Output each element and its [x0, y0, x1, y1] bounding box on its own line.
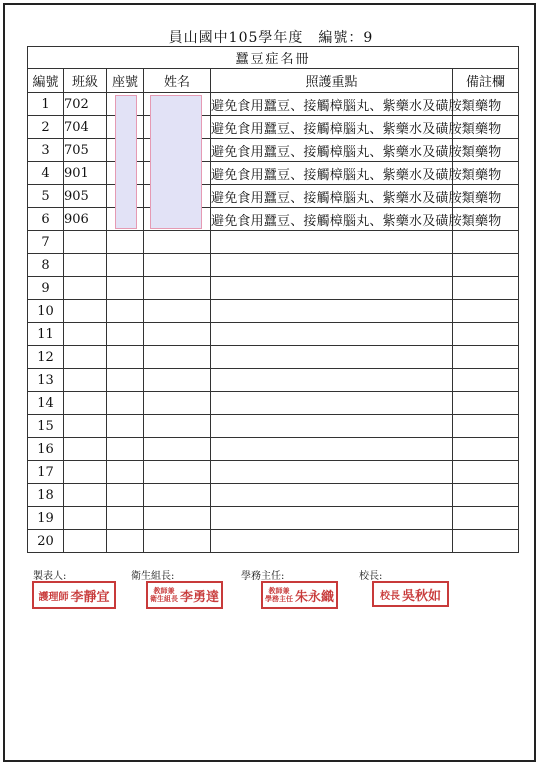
row-class [64, 300, 107, 323]
row-seat [107, 369, 144, 392]
row-name [144, 116, 211, 139]
row-care: 避免食用蠶豆、接觸樟腦丸、紫藥水及磺胺類藥物 [211, 185, 453, 208]
table-row [28, 415, 519, 438]
row-seat [107, 392, 144, 415]
row-seat [107, 185, 144, 208]
row-note [453, 530, 519, 553]
row-number: 11 [28, 323, 64, 346]
row-number: 12 [28, 346, 64, 369]
table-row [28, 438, 519, 461]
row-name [144, 93, 211, 116]
row-class [64, 277, 107, 300]
row-number: 10 [28, 300, 64, 323]
row-class: 906 [64, 208, 107, 231]
row-name [144, 162, 211, 185]
table-row [28, 323, 519, 346]
row-name [144, 415, 211, 438]
row-class [64, 415, 107, 438]
row-care: 避免食用蠶豆、接觸樟腦丸、紫藥水及磺胺類藥物 [211, 116, 453, 139]
table-body [28, 93, 519, 553]
row-name [144, 323, 211, 346]
row-seat [107, 231, 144, 254]
row-number: 5 [28, 185, 64, 208]
table-title-row [28, 47, 519, 69]
table-row [28, 208, 519, 231]
col-header-seat: 座號 [107, 69, 144, 93]
row-number: 15 [28, 415, 64, 438]
row-note [453, 346, 519, 369]
health-head-stamp-title-2: 衛生組長 [149, 594, 178, 603]
row-seat [107, 139, 144, 162]
row-note [453, 507, 519, 530]
row-note [453, 277, 519, 300]
row-name [144, 300, 211, 323]
row-name [144, 507, 211, 530]
academic-director-label: 學務主任: [241, 571, 285, 582]
table-row [28, 116, 519, 139]
row-name [144, 277, 211, 300]
row-number: 4 [28, 162, 64, 185]
row-name [144, 231, 211, 254]
table-row [28, 461, 519, 484]
table-row [28, 346, 519, 369]
row-care [211, 323, 453, 346]
row-seat [107, 254, 144, 277]
row-number: 19 [28, 507, 64, 530]
row-care [211, 300, 453, 323]
row-class: 905 [64, 185, 107, 208]
row-name [144, 438, 211, 461]
row-seat [107, 461, 144, 484]
row-number: 3 [28, 139, 64, 162]
row-class [64, 254, 107, 277]
roster-table [27, 46, 519, 553]
row-class [64, 323, 107, 346]
table-row [28, 507, 519, 530]
row-seat [107, 277, 144, 300]
header-row [28, 69, 519, 93]
row-note [453, 231, 519, 254]
academic-director-stamp-name: 朱永織 [294, 589, 334, 605]
principal-stamp [372, 581, 449, 607]
row-name [144, 139, 211, 162]
row-number: 9 [28, 277, 64, 300]
col-header-note: 備註欄 [453, 69, 519, 93]
col-header-class: 班級 [64, 69, 107, 93]
table-row [28, 185, 519, 208]
row-seat [107, 300, 144, 323]
row-note [453, 415, 519, 438]
col-header-no: 編號 [28, 69, 64, 93]
table-row [28, 392, 519, 415]
row-note [453, 461, 519, 484]
row-seat [107, 415, 144, 438]
row-number: 7 [28, 231, 64, 254]
row-number: 13 [28, 369, 64, 392]
row-number: 18 [28, 484, 64, 507]
preparer-stamp-title: 護理師 [38, 591, 69, 603]
table-row [28, 254, 519, 277]
academic-director-stamp-title-1: 教師兼 [268, 586, 290, 595]
row-care: 避免食用蠶豆、接觸樟腦丸、紫藥水及磺胺類藥物 [211, 139, 453, 162]
row-note [453, 369, 519, 392]
col-header-name: 姓名 [144, 69, 211, 93]
row-care [211, 392, 453, 415]
row-care [211, 277, 453, 300]
row-number: 17 [28, 461, 64, 484]
row-care [211, 231, 453, 254]
row-note [453, 484, 519, 507]
row-care: 避免食用蠶豆、接觸樟腦丸、紫藥水及磺胺類藥物 [211, 162, 453, 185]
table-row [28, 93, 519, 116]
academic-director-stamp-title-2: 學務主任 [264, 594, 293, 603]
table-row [28, 369, 519, 392]
row-seat [107, 530, 144, 553]
table-row [28, 231, 519, 254]
row-seat [107, 116, 144, 139]
row-name [144, 185, 211, 208]
row-class: 702 [64, 93, 107, 116]
row-class [64, 530, 107, 553]
row-note [453, 438, 519, 461]
row-number: 14 [28, 392, 64, 415]
health-head-stamp-title-1: 教師兼 [153, 586, 175, 595]
row-care [211, 461, 453, 484]
row-name [144, 484, 211, 507]
row-number: 1 [28, 93, 64, 116]
health-head-label: 衛生組長: [131, 571, 175, 582]
row-seat [107, 438, 144, 461]
table-title: 蠶豆症名冊 [28, 47, 519, 69]
row-number: 6 [28, 208, 64, 231]
row-number: 8 [28, 254, 64, 277]
preparer-stamp [32, 581, 116, 609]
principal-label: 校長: [359, 571, 383, 582]
row-name [144, 392, 211, 415]
row-name [144, 254, 211, 277]
row-number: 20 [28, 530, 64, 553]
row-class: 901 [64, 162, 107, 185]
row-care: 避免食用蠶豆、接觸樟腦丸、紫藥水及磺胺類藥物 [211, 93, 453, 116]
health-head-stamp-name: 李勇達 [179, 589, 219, 605]
row-care [211, 484, 453, 507]
row-care: 避免食用蠶豆、接觸樟腦丸、紫藥水及磺胺類藥物 [211, 208, 453, 231]
row-number: 16 [28, 438, 64, 461]
row-class [64, 346, 107, 369]
row-name [144, 461, 211, 484]
row-care [211, 438, 453, 461]
row-seat [107, 323, 144, 346]
row-seat [107, 162, 144, 185]
row-class: 704 [64, 116, 107, 139]
row-care [211, 415, 453, 438]
table-row [28, 277, 519, 300]
document-heading: 員山國中105學年度 編號：9 [168, 30, 374, 46]
row-class [64, 231, 107, 254]
row-care [211, 369, 453, 392]
row-seat [107, 484, 144, 507]
row-class [64, 392, 107, 415]
row-care [211, 254, 453, 277]
table-row [28, 484, 519, 507]
row-name [144, 208, 211, 231]
preparer-label: 製表人: [33, 571, 67, 582]
row-name [144, 530, 211, 553]
preparer-stamp-name: 李靜宜 [70, 589, 110, 605]
row-name [144, 346, 211, 369]
principal-stamp-name: 吳秋如 [401, 588, 441, 604]
row-class: 705 [64, 139, 107, 162]
principal-stamp-title: 校長 [379, 590, 400, 602]
row-seat [107, 507, 144, 530]
row-seat [107, 346, 144, 369]
row-note [453, 300, 519, 323]
row-class [64, 507, 107, 530]
row-class [64, 484, 107, 507]
row-care [211, 346, 453, 369]
academic-director-stamp [261, 581, 338, 609]
table-row [28, 530, 519, 553]
row-seat [107, 93, 144, 116]
row-care [211, 507, 453, 530]
table-row [28, 139, 519, 162]
col-header-care: 照護重點 [211, 69, 453, 93]
row-class [64, 438, 107, 461]
row-number: 2 [28, 116, 64, 139]
row-class [64, 461, 107, 484]
table-row [28, 300, 519, 323]
row-class [64, 369, 107, 392]
row-seat [107, 208, 144, 231]
row-care [211, 530, 453, 553]
table-row [28, 162, 519, 185]
row-note [453, 392, 519, 415]
row-note [453, 254, 519, 277]
row-note [453, 323, 519, 346]
row-name [144, 369, 211, 392]
health-head-stamp [146, 581, 223, 609]
